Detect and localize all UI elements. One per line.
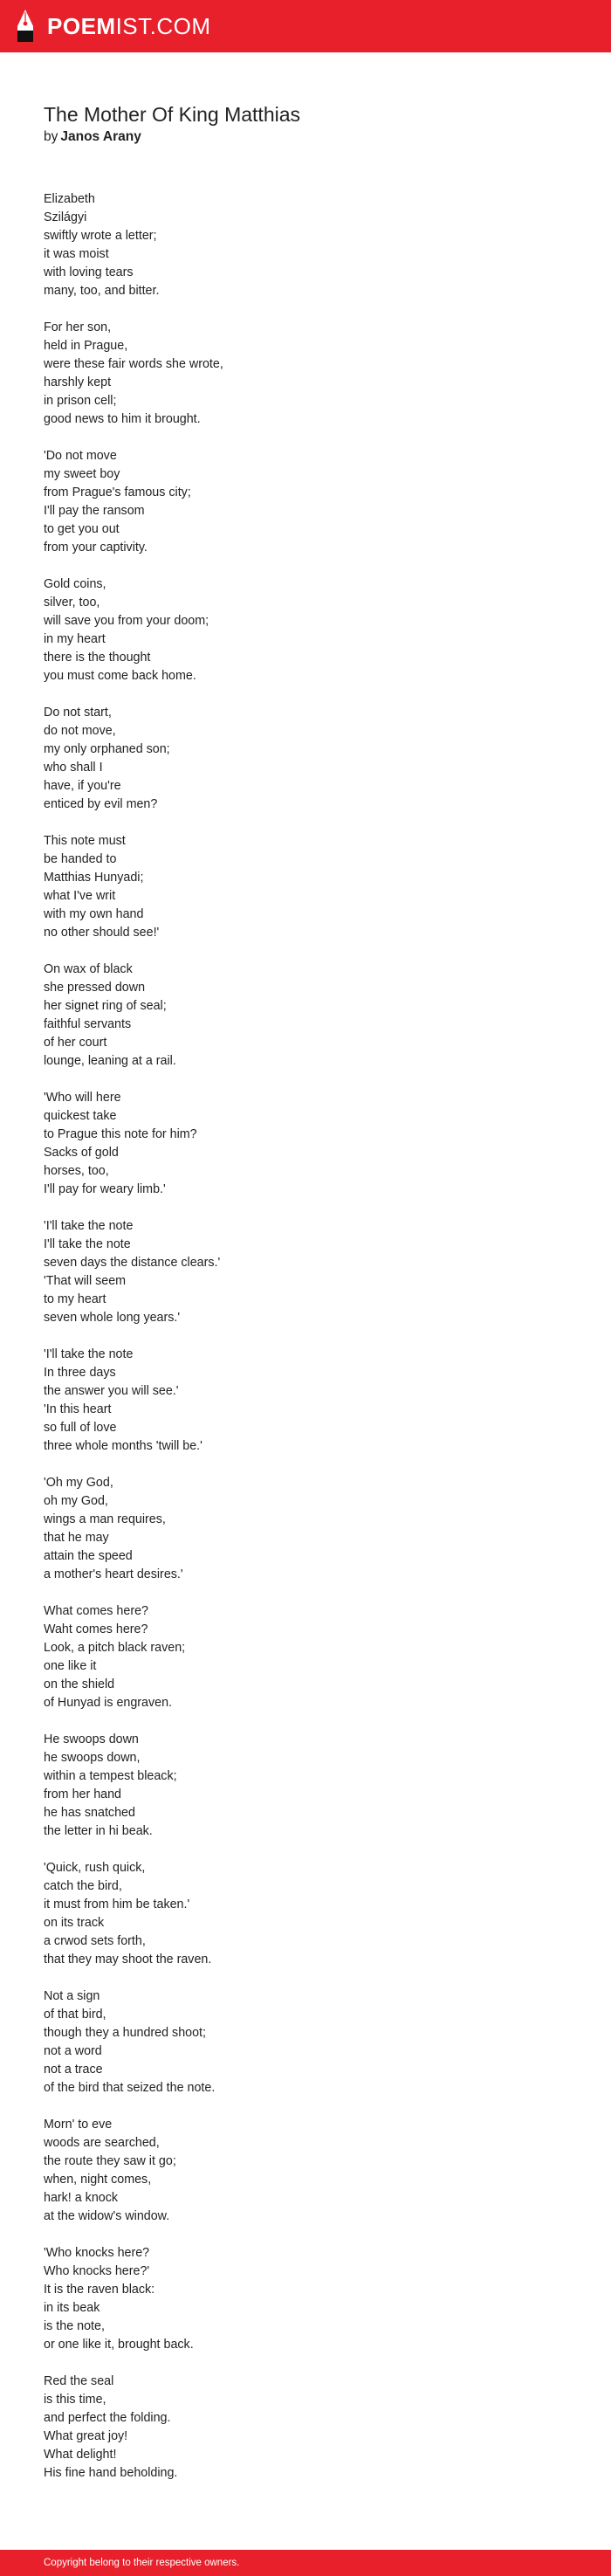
poem-line: he has snatched bbox=[44, 1806, 135, 1820]
author-link[interactable]: Janos Arany bbox=[60, 129, 141, 144]
poem-line: harshly kept bbox=[44, 375, 112, 389]
stanza bbox=[44, 832, 567, 942]
stanza bbox=[44, 2116, 567, 2226]
poem-line: wings a man requires, bbox=[44, 1512, 166, 1526]
poem-body bbox=[44, 190, 567, 2501]
poem-line: 'Who will here bbox=[44, 1091, 121, 1105]
poem-line: though they a hundred shoot; bbox=[44, 2026, 207, 2040]
poem-line: 'That will seem bbox=[44, 1274, 127, 1288]
poem-line: I'll pay for weary limb.' bbox=[44, 1182, 166, 1196]
poem-line: 'In this heart bbox=[44, 1402, 112, 1416]
stanza bbox=[44, 575, 567, 685]
poem-line: he swoops down, bbox=[44, 1751, 141, 1765]
poem-line: the route they saw it go; bbox=[44, 2154, 176, 2168]
stanza bbox=[44, 319, 567, 429]
poem-line: I'll pay the ransom bbox=[44, 504, 145, 518]
poem-line: Do not start, bbox=[44, 706, 112, 720]
stanza bbox=[44, 190, 567, 300]
stanza bbox=[44, 1089, 567, 1199]
poem-line: Waht comes here? bbox=[44, 1622, 148, 1636]
poem-line: to get you out bbox=[44, 522, 120, 536]
poem-line: within a tempest bleack; bbox=[44, 1769, 177, 1783]
poem-line: This note must bbox=[44, 834, 126, 848]
poem-line: she pressed down bbox=[44, 981, 146, 995]
poem-line: the answer you will see.' bbox=[44, 1384, 179, 1398]
stanza bbox=[44, 961, 567, 1071]
poem-line: horses, too, bbox=[44, 1164, 109, 1178]
logo-text-bold: POEM bbox=[47, 13, 116, 39]
byline bbox=[44, 127, 141, 147]
poem-line: her signet ring of seal; bbox=[44, 999, 167, 1013]
poem-line: one like it bbox=[44, 1659, 97, 1673]
poem-line: a mother's heart desires.' bbox=[44, 1567, 183, 1581]
poem-line: catch the bird, bbox=[44, 1879, 122, 1893]
poem-line: oh my God, bbox=[44, 1494, 108, 1508]
poem-line: have, if you're bbox=[44, 779, 121, 793]
stanza bbox=[44, 1987, 567, 2097]
poem-line: 'Do not move bbox=[44, 449, 117, 463]
poem-line: enticed by evil men? bbox=[44, 797, 158, 811]
poem-line: who shall I bbox=[44, 761, 103, 775]
site-header bbox=[0, 0, 611, 52]
poem-line: a crwod sets forth, bbox=[44, 1934, 146, 1948]
poem-line: Look, a pitch black raven; bbox=[44, 1641, 186, 1655]
poem-line: 'Who knocks here? bbox=[44, 2246, 150, 2260]
copyright-text: Copyright belong to their respective owners. bbox=[44, 2558, 240, 2568]
poem-line: 'Quick, rush quick, bbox=[44, 1861, 146, 1875]
stanza bbox=[44, 1474, 567, 1584]
poem-line: is the note, bbox=[44, 2319, 105, 2333]
poem-line: What great joy! bbox=[44, 2429, 128, 2443]
poem-line: swiftly wrote a letter; bbox=[44, 229, 157, 243]
poem-line: my sweet boy bbox=[44, 467, 120, 481]
poem-line: seven days the distance clears.' bbox=[44, 1256, 221, 1270]
poem-line: On wax of black bbox=[44, 962, 133, 976]
stanza bbox=[44, 1731, 567, 1841]
poem-line: of her court bbox=[44, 1036, 107, 1050]
poem-line: three whole months 'twill be.' bbox=[44, 1439, 203, 1453]
stanza bbox=[44, 704, 567, 814]
poem-line: to Prague this note for him? bbox=[44, 1127, 197, 1141]
poem-line: from your captivity. bbox=[44, 541, 148, 554]
poem-line: of Hunyad is engraven. bbox=[44, 1696, 173, 1710]
poem-line: from Prague's famous city; bbox=[44, 486, 191, 499]
poem-line: my only orphaned son; bbox=[44, 742, 170, 756]
poem-line: no other should see!' bbox=[44, 926, 160, 940]
poem-line: in prison cell; bbox=[44, 394, 117, 408]
stanza bbox=[44, 1346, 567, 1456]
poem-line: seven whole long years.' bbox=[44, 1311, 181, 1325]
stanza bbox=[44, 2373, 567, 2483]
poem-line: on its track bbox=[44, 1916, 105, 1930]
pen-nib-icon bbox=[16, 9, 35, 44]
poem-line: what I've writ bbox=[44, 889, 116, 903]
poem-line: in its beak bbox=[44, 2301, 100, 2315]
poem-line: of the bird that seized the note. bbox=[44, 2081, 216, 2095]
poem-line: not a word bbox=[44, 2044, 102, 2058]
poem-line: Matthias Hunyadi; bbox=[44, 871, 144, 885]
poem-line: hark! a knock bbox=[44, 2191, 119, 2205]
logo-text bbox=[47, 9, 211, 44]
poem-line: with loving tears bbox=[44, 265, 134, 279]
poem-line: lounge, leaning at a rail. bbox=[44, 1054, 176, 1068]
poem-line: from her hand bbox=[44, 1787, 122, 1801]
poem-line: silver, too, bbox=[44, 596, 100, 610]
poem-line: or one like it, brought back. bbox=[44, 2338, 194, 2352]
poem-line: in my heart bbox=[44, 632, 106, 646]
poem-line: is this time, bbox=[44, 2393, 106, 2407]
poem-line: with my own hand bbox=[44, 907, 144, 921]
poem-line: Sacks of gold bbox=[44, 1146, 119, 1160]
site-logo[interactable] bbox=[16, 9, 211, 44]
poem-line: held in Prague, bbox=[44, 339, 128, 353]
stanza bbox=[44, 1217, 567, 1327]
poem-line: to my heart bbox=[44, 1292, 106, 1306]
poem-line: many, too, and bitter. bbox=[44, 284, 160, 298]
poem-line: 'I'll take the note bbox=[44, 1219, 134, 1233]
poem-line: you must come back home. bbox=[44, 669, 196, 683]
poem-line: it must from him be taken.' bbox=[44, 1898, 190, 1911]
poem-line: In three days bbox=[44, 1366, 116, 1380]
poem-title: The Mother Of King Matthias bbox=[44, 103, 301, 126]
poem-line: at the widow's window. bbox=[44, 2209, 170, 2223]
logo-text-light: IST.COM bbox=[115, 13, 211, 39]
poem-line: What comes here? bbox=[44, 1604, 148, 1618]
poem-line: Elizabeth bbox=[44, 192, 95, 206]
poem-line: faithful servants bbox=[44, 1017, 132, 1031]
poem-line: Who knocks here?' bbox=[44, 2264, 150, 2278]
poem-line: Gold coins, bbox=[44, 577, 106, 591]
poem-line: so full of love bbox=[44, 1421, 117, 1435]
poem-line: quickest take bbox=[44, 1109, 117, 1123]
stanza bbox=[44, 1859, 567, 1969]
poem-line: and perfect the folding. bbox=[44, 2411, 171, 2425]
poem-line: He swoops down bbox=[44, 1732, 139, 1746]
poem-line: the letter in hi beak. bbox=[44, 1824, 153, 1838]
poem-line: What delight! bbox=[44, 2448, 117, 2462]
poem-line: good news to him it brought. bbox=[44, 412, 201, 426]
poem-line: of that bird, bbox=[44, 2008, 106, 2022]
stanza bbox=[44, 2244, 567, 2354]
poem-line: on the shield bbox=[44, 1677, 115, 1691]
poem-line: 'Oh my God, bbox=[44, 1476, 113, 1490]
poem-line: that they may shoot the raven. bbox=[44, 1953, 212, 1966]
poem-line: I'll take the note bbox=[44, 1237, 131, 1251]
poem-line: Morn' to eve bbox=[44, 2118, 113, 2132]
stanza bbox=[44, 1602, 567, 1712]
poem-line: not a trace bbox=[44, 2063, 103, 2077]
poem-line: 'I'll take the note bbox=[44, 1347, 134, 1361]
by-label: by bbox=[44, 129, 58, 144]
poem-line: there is the thought bbox=[44, 651, 151, 665]
poem-line: Not a sign bbox=[44, 1989, 100, 2003]
poem-line: do not move, bbox=[44, 724, 116, 738]
poem-line: will save you from your doom; bbox=[44, 614, 209, 628]
poem-line: His fine hand beholding. bbox=[44, 2466, 178, 2480]
poem-line: that he may bbox=[44, 1531, 109, 1545]
poem-line: For her son, bbox=[44, 320, 112, 334]
poem-line: It is the raven black: bbox=[44, 2283, 155, 2297]
poem-line: attain the speed bbox=[44, 1549, 133, 1563]
stanza bbox=[44, 447, 567, 557]
poem-line: Red the seal bbox=[44, 2374, 114, 2388]
site-footer bbox=[0, 2550, 611, 2576]
poem-line: be handed to bbox=[44, 852, 117, 866]
poem-line: woods are searched, bbox=[44, 2136, 160, 2150]
poem-line: Szilágyi bbox=[44, 210, 87, 224]
poem-line: when, night comes, bbox=[44, 2173, 152, 2187]
poem-line: it was moist bbox=[44, 247, 109, 261]
poem-line: were these fair words she wrote, bbox=[44, 357, 223, 371]
